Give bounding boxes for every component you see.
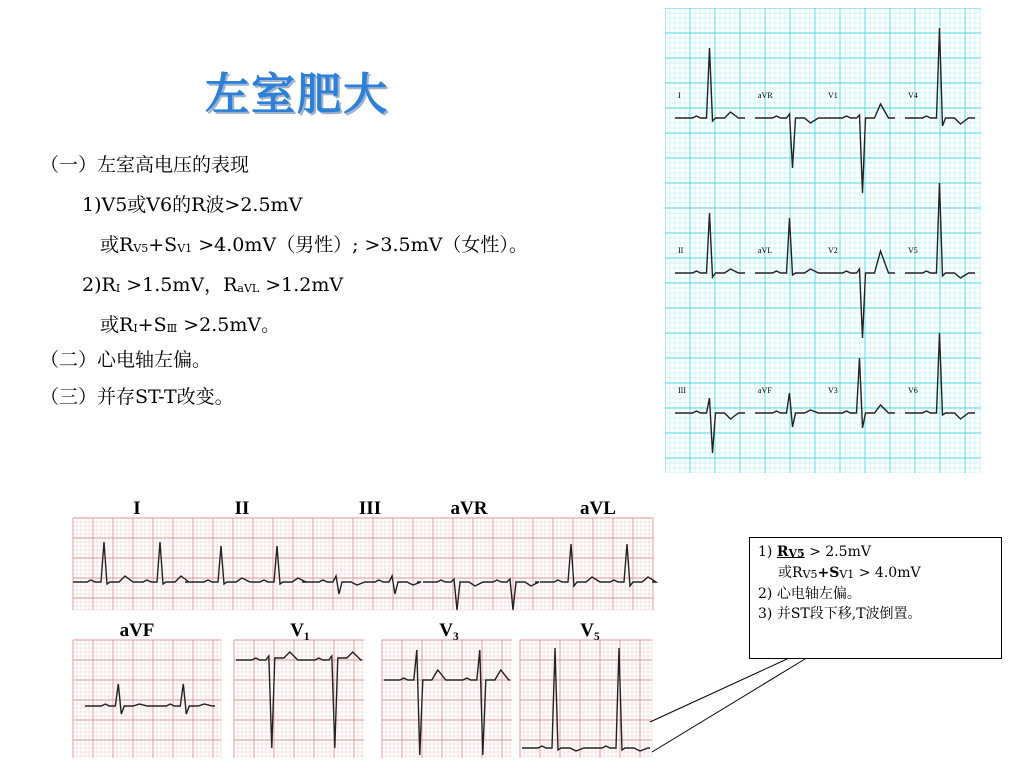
strip-lead-label: II bbox=[234, 498, 250, 519]
criteria-line-7: （三）并存ST-T改变。 bbox=[40, 386, 234, 408]
page-title: 左室肥大 bbox=[205, 69, 389, 120]
strip-trace-avf bbox=[85, 684, 215, 714]
callout-line-2 bbox=[758, 563, 1001, 584]
grid bbox=[382, 640, 512, 758]
strip-lead-label: aVF bbox=[119, 620, 155, 641]
strip-trace-top-1 bbox=[190, 546, 306, 584]
text-part: 或R bbox=[100, 234, 134, 256]
panel-lead-label: aVF bbox=[758, 386, 772, 395]
panel-lead-label: V2 bbox=[828, 246, 838, 255]
text-part: +S bbox=[137, 314, 167, 336]
strip-lead-label: III bbox=[358, 498, 382, 519]
strip-lead-label: V₁ bbox=[290, 620, 310, 641]
panel-lead-label: II bbox=[678, 246, 684, 255]
callout-prefix: 1) bbox=[758, 544, 777, 560]
strip-lead-label: aVL bbox=[580, 498, 616, 519]
callout-sub: V5 bbox=[788, 547, 805, 560]
strip-trace-v5 bbox=[522, 648, 650, 751]
text-part: 或R bbox=[100, 314, 134, 336]
strip-trace-v3 bbox=[384, 650, 510, 755]
subscript: aVL bbox=[237, 282, 260, 295]
panel-lead-label: V1 bbox=[828, 91, 838, 100]
callout-sub-v5: V5 bbox=[802, 568, 818, 581]
strip-trace-top-4 bbox=[540, 544, 656, 586]
ecg-12-lead-panel bbox=[665, 8, 981, 473]
strip-lead-label: aVR bbox=[450, 498, 488, 519]
callout-box bbox=[749, 537, 1002, 659]
grid bbox=[665, 8, 981, 473]
strip-lead-label: I bbox=[133, 498, 141, 519]
callout-plus-s: +S bbox=[817, 565, 840, 581]
callout-or-r: 或R bbox=[778, 565, 803, 581]
text-part: +S bbox=[148, 234, 178, 256]
text-part: >1.5mV，R bbox=[120, 274, 238, 296]
text-part: >2.5mV。 bbox=[177, 314, 281, 336]
grid bbox=[520, 640, 652, 758]
panel-lead-label: V5 bbox=[908, 246, 918, 255]
pointer-line-upper bbox=[650, 659, 787, 722]
criteria-line-1: （一）左室高电压的表现 bbox=[40, 154, 250, 176]
panel-lead-label: V4 bbox=[908, 91, 918, 100]
callout-line-1 bbox=[758, 542, 1001, 563]
criteria-line-3 bbox=[100, 230, 528, 257]
pointer-line-lower bbox=[652, 659, 805, 752]
callout-value: > 2.5mV bbox=[804, 544, 871, 560]
text-part: >4.0mV（男性）; >3.5mV（女性）。 bbox=[192, 234, 528, 256]
callout-line-3: 2) 心电轴左偏。 bbox=[758, 586, 861, 602]
strip-trace-top-0 bbox=[73, 542, 189, 584]
callout-value-2: > 4.0mV bbox=[854, 565, 921, 581]
panel-lead-label: III bbox=[678, 386, 686, 395]
ecg-panel-graphic bbox=[665, 8, 981, 473]
subscript: I bbox=[115, 282, 121, 295]
panel-lead-label: V6 bbox=[908, 386, 918, 395]
panel-lead-label: aVL bbox=[758, 246, 773, 255]
criteria-line-5 bbox=[100, 310, 280, 337]
grid bbox=[234, 640, 364, 758]
panel-lead-label: V3 bbox=[828, 386, 838, 395]
strip-lead-label: V₅ bbox=[580, 620, 600, 641]
panel-lead-label: I bbox=[678, 91, 681, 100]
subscript: Ⅲ bbox=[166, 322, 178, 335]
callout-line-4: 3) 并ST段下移,T波倒置。 bbox=[758, 606, 922, 622]
subscript: I bbox=[133, 322, 138, 335]
text-part: >1.2mV bbox=[259, 274, 344, 296]
subscript: V1 bbox=[177, 242, 193, 255]
strip-lead-label: V₃ bbox=[439, 620, 459, 641]
grid bbox=[73, 640, 221, 758]
criteria-line-6: （二）心电轴左偏。 bbox=[40, 349, 212, 371]
grid bbox=[73, 518, 653, 610]
criteria-line-4 bbox=[82, 270, 343, 297]
strip-trace-v1 bbox=[236, 652, 362, 748]
callout-r: R bbox=[776, 544, 789, 560]
criteria-line-2: 1)V5或V6的R波>2.5mV bbox=[82, 194, 303, 216]
callout-sub-v1: V1 bbox=[839, 568, 855, 581]
strip-trace-top-3 bbox=[423, 579, 539, 610]
strip-trace-top-2 bbox=[305, 576, 421, 594]
panel-lead-label: aVR bbox=[758, 91, 773, 100]
subscript: V5 bbox=[133, 242, 149, 255]
text-part: 2)R bbox=[82, 274, 116, 296]
